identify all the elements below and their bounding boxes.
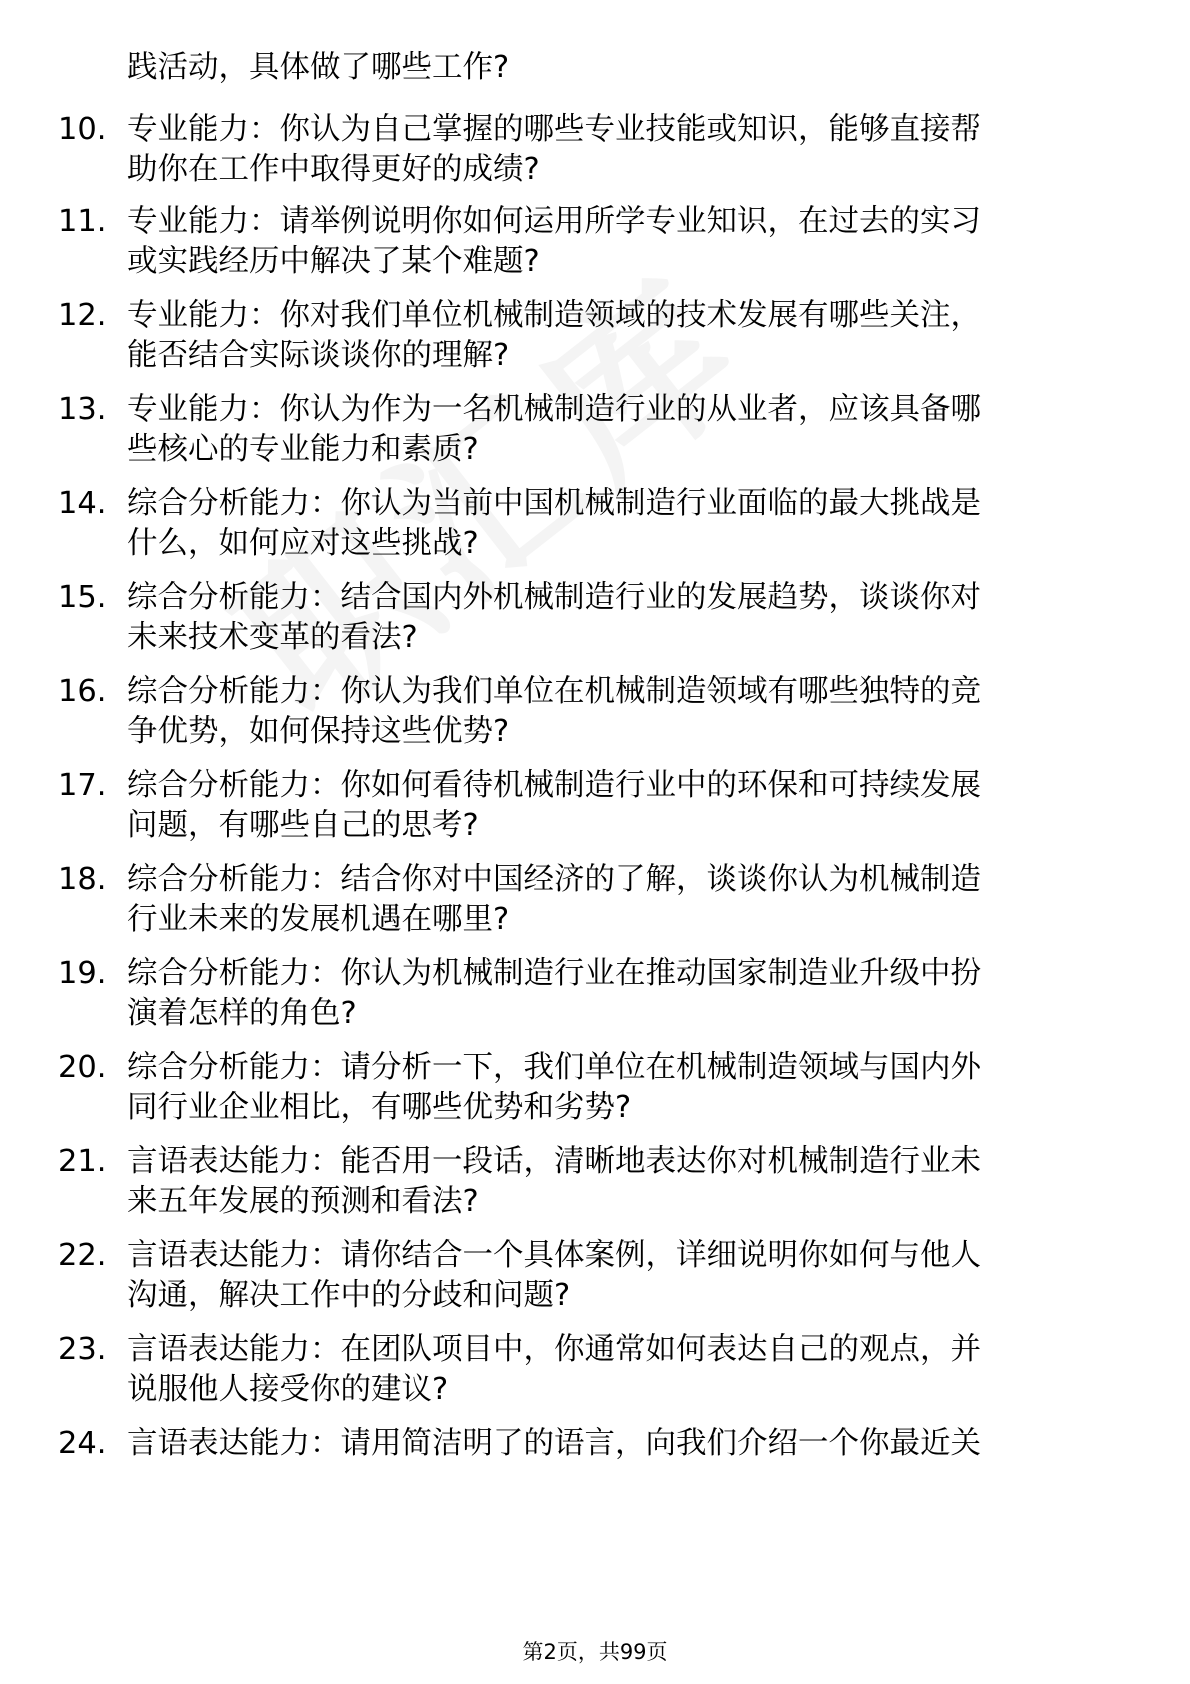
question-number: 14. <box>58 486 107 521</box>
continuation-line: 践活动，具体做了哪些工作? <box>127 50 510 85</box>
question-text: 专业能力：请举例说明你如何运用所学专业知识，在过去的实习 <box>127 204 981 239</box>
question-text: 演着怎样的角色? <box>127 996 357 1031</box>
question-number: 17. <box>58 768 107 803</box>
question-text: 综合分析能力：你认为我们单位在机械制造领域有哪些独特的竞 <box>127 674 981 709</box>
question-text: 说服他人接受你的建议? <box>127 1372 449 1407</box>
question-number: 19. <box>58 956 107 991</box>
question-number: 15. <box>58 580 107 615</box>
question-number: 11. <box>58 204 107 239</box>
question-number: 12. <box>58 298 107 333</box>
question-number: 10. <box>58 112 107 147</box>
question-text: 些核心的专业能力和素质? <box>127 432 479 467</box>
question-number: 18. <box>58 862 107 897</box>
question-text: 沟通，解决工作中的分歧和问题? <box>127 1278 571 1313</box>
question-text: 专业能力：你认为作为一名机械制造行业的从业者，应该具备哪 <box>127 392 981 427</box>
question-number: 13. <box>58 392 107 427</box>
question-number: 20. <box>58 1050 107 1085</box>
question-text: 综合分析能力：你认为机械制造行业在推动国家制造业升级中扮 <box>127 956 981 991</box>
question-text: 综合分析能力：结合你对中国经济的了解，谈谈你认为机械制造 <box>127 862 981 897</box>
question-number: 16. <box>58 674 107 709</box>
question-text: 来五年发展的预测和看法? <box>127 1184 479 1219</box>
question-text: 问题，有哪些自己的思考? <box>127 808 479 843</box>
question-text: 言语表达能力：请你结合一个具体案例，详细说明你如何与他人 <box>127 1238 981 1273</box>
question-text: 专业能力：你认为自己掌握的哪些专业技能或知识，能够直接帮 <box>127 112 981 147</box>
question-number: 24. <box>58 1426 107 1461</box>
question-text: 言语表达能力：请用简洁明了的语言，向我们介绍一个你最近关 <box>127 1426 981 1461</box>
question-text: 综合分析能力：你如何看待机械制造行业中的环保和可持续发展 <box>127 768 981 803</box>
question-text: 或实践经历中解决了某个难题? <box>127 244 540 279</box>
question-text: 行业未来的发展机遇在哪里? <box>127 902 510 937</box>
question-number: 23. <box>58 1332 107 1367</box>
question-text: 综合分析能力：结合国内外机械制造行业的发展趋势，谈谈你对 <box>127 580 981 615</box>
page-footer: 第2页，共99页 <box>522 1640 668 1664</box>
question-text: 什么，如何应对这些挑战? <box>127 526 479 561</box>
question-text: 综合分析能力：请分析一下，我们单位在机械制造领域与国内外 <box>127 1050 981 1085</box>
question-text: 争优势，如何保持这些优势? <box>127 714 510 749</box>
question-text: 专业能力：你对我们单位机械制造领域的技术发展有哪些关注， <box>127 298 981 333</box>
question-number: 21. <box>58 1144 107 1179</box>
question-number: 22. <box>58 1238 107 1273</box>
question-text: 助你在工作中取得更好的成绩? <box>127 152 540 187</box>
question-text: 同行业企业相比，有哪些优势和劣势? <box>127 1090 632 1125</box>
question-text: 言语表达能力：在团队项目中，你通常如何表达自己的观点，并 <box>127 1332 981 1367</box>
question-text: 未来技术变革的看法? <box>127 620 418 655</box>
question-text: 综合分析能力：你认为当前中国机械制造行业面临的最大挑战是 <box>127 486 981 521</box>
question-text: 言语表达能力：能否用一段话，清晰地表达你对机械制造行业未 <box>127 1144 981 1179</box>
question-text: 能否结合实际谈谈你的理解? <box>127 338 510 373</box>
